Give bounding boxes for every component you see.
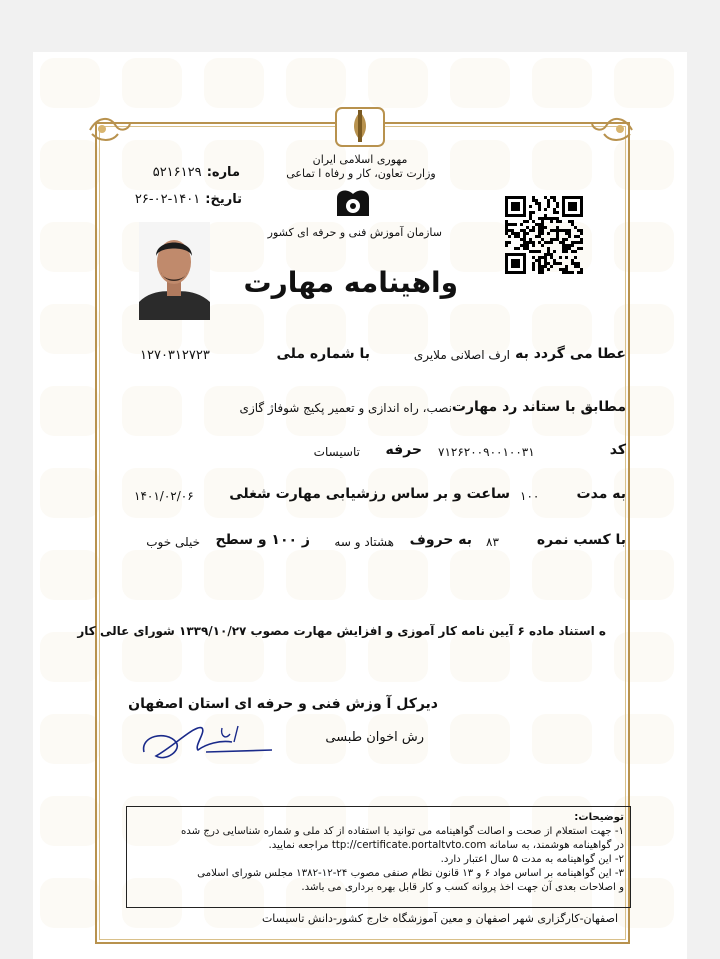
watermark-tile bbox=[450, 58, 510, 108]
notes-line-1: ۱- جهت استعلام از صحت و اصالت گواهینامه می توانید با استفاده از کد ملی و شماره شناسایی درج شده bbox=[180, 826, 624, 837]
serial-row bbox=[140, 161, 240, 180]
signature bbox=[136, 716, 276, 768]
watermark-tile bbox=[40, 304, 100, 354]
duration-label: به مدت bbox=[576, 486, 626, 502]
level-value: خیلی خوب bbox=[146, 535, 200, 549]
serial-value: ۵۲۱۶۱۲۹ bbox=[152, 165, 202, 180]
date-label: تاریخ: bbox=[205, 192, 242, 207]
standard-label: مطابق با ستاند رد مهارت bbox=[451, 399, 626, 415]
watermark-tile bbox=[40, 796, 100, 846]
certificate-url: ttp://certificate.portaltvto.com bbox=[331, 840, 487, 851]
org-name: سازمان آموزش فنی و حرفه ای کشور bbox=[267, 226, 442, 239]
notes-line-3: ۲- این گواهینامه به مدت ۵ سال اعتبار دارد. bbox=[440, 854, 624, 865]
watermark-tile bbox=[614, 58, 674, 108]
notes-line-2b: مراجعه نمایید. bbox=[268, 840, 329, 851]
header-line2: وزارت تعاون، کار و رفاه ا تماعی bbox=[286, 167, 436, 180]
date-value: ۱۴۰۱-۰۲-۲۶ bbox=[134, 192, 201, 207]
watermark-tile bbox=[40, 222, 100, 272]
signatory-title: دیرکل آ وزش فنی و حرفه ای استان اصفهان bbox=[128, 696, 438, 712]
watermark-tile bbox=[40, 468, 100, 518]
of-level-label: ز ۱۰۰ و سطح bbox=[215, 532, 310, 548]
score-label: با کسب نمره bbox=[536, 532, 626, 548]
national-id-label: با شماره ملی bbox=[276, 346, 370, 362]
code-value: ۷۱۲۶۲۰۰۹۰۰۱۰۰۳۱ bbox=[438, 445, 535, 459]
hours-label: ساعت و بر ساس رزشیابی مهارت شغلی bbox=[229, 486, 510, 502]
watermark-tile bbox=[40, 632, 100, 682]
signatory-name: رش اخوان طبسی bbox=[325, 730, 424, 745]
notes-heading: توضیحات: bbox=[574, 812, 624, 823]
national-id-value: ۱۲۷۰۳۱۲۷۲۳ bbox=[140, 348, 210, 363]
certificate-title: واهینامه مهارت bbox=[243, 266, 458, 299]
footer-text: اصفهان-کارگزاری شهر اصفهان و معین آموزشگاه خارج کشور-دانش تاسیسات bbox=[261, 912, 618, 925]
notes-line-2a: در گواهینامه هوشمند، به سامانه bbox=[489, 840, 624, 851]
watermark-tile bbox=[40, 386, 100, 436]
duration-value: ۱۰۰ bbox=[520, 489, 540, 503]
watermark-tile bbox=[286, 58, 346, 108]
awarded-label: عطا می گردد به bbox=[515, 346, 626, 362]
watermark-tile bbox=[40, 58, 100, 108]
eval-date: ۱۴۰۱/۰۲/۰۶ bbox=[134, 489, 194, 503]
iran-emblem-icon bbox=[334, 102, 386, 150]
notes-line-4: ۳- این گواهینامه بر اساس مواد ۶ و ۱۳ قانون نظام صنفی مصوب ۲۴-۱۲-۱۳۸۲ مجلس شورای اسلامی bbox=[197, 868, 624, 879]
notes-line-5: و اصلاحات بعدی آن جهت اخذ پروانه کسب و کار قابل بهره برداری می باشد. bbox=[301, 882, 624, 893]
serial-label: ماره: bbox=[206, 165, 240, 180]
ornament-right-icon bbox=[588, 112, 636, 148]
watermark-tile bbox=[122, 58, 182, 108]
watermark-tile bbox=[40, 550, 100, 600]
date-row bbox=[126, 188, 242, 207]
watermark-tile bbox=[40, 714, 100, 764]
legal-basis: ه استناد ماده ۶ آیین نامه کار آموزی و افزایش مهارت مصوب ۱۳۳۹/۱۰/۲۷ شورای عالی کار bbox=[77, 624, 606, 638]
watermark-tile bbox=[368, 58, 428, 108]
code-label: کد bbox=[609, 442, 626, 458]
watermark-tile bbox=[204, 58, 264, 108]
watermark-tile bbox=[532, 58, 592, 108]
notes-line-2 bbox=[133, 839, 624, 853]
header-line1: مهوری اسلامی ایران bbox=[312, 153, 408, 166]
qr-code bbox=[505, 196, 583, 274]
trade-value: تاسیسات bbox=[313, 445, 360, 459]
letters-value: هشتاد و سه bbox=[334, 535, 394, 549]
awarded-value: ارف اصلانی ملایری bbox=[413, 348, 510, 362]
score-value: ۸۳ bbox=[486, 535, 499, 549]
standard-value: نصب، راه اندازی و تعمیر پکیج شوفاژ گازی bbox=[239, 401, 452, 415]
tvto-logo-icon bbox=[333, 186, 373, 220]
notes-box bbox=[126, 806, 631, 908]
trade-label: حرفه bbox=[385, 442, 422, 458]
watermark-tile bbox=[40, 878, 100, 928]
letters-label: به حروف bbox=[409, 532, 472, 548]
holder-photo bbox=[139, 222, 210, 320]
ornament-left-icon bbox=[86, 112, 134, 148]
